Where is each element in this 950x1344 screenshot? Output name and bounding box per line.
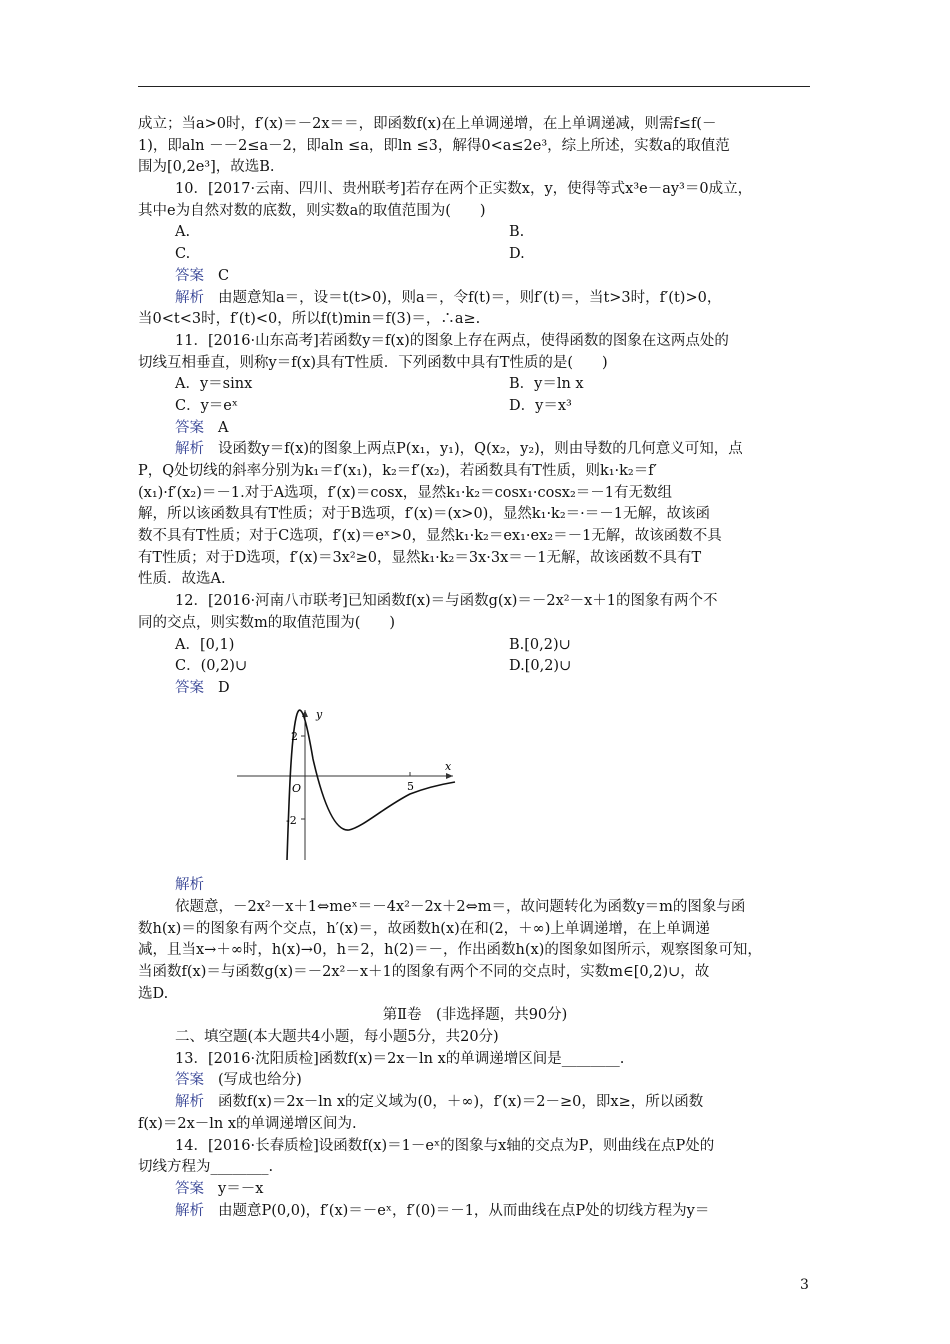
question-14: 14．[2016·长春质检]设函数f(x)＝1－eˣ的图象与x轴的交点为P，则曲线在点P处的 bbox=[175, 1137, 715, 1154]
option-a: A. bbox=[175, 224, 191, 241]
function-curve bbox=[287, 707, 455, 860]
answer-line bbox=[138, 1070, 812, 1092]
text-line: P，Q处切线的斜率分别为k₁＝f′(x₁)，k₂＝f′(x₂)，若函数具有T性质，则k₁·k₂＝f′ bbox=[138, 463, 657, 479]
option-c: C．(0,2)∪ bbox=[175, 658, 248, 675]
option-b: B. bbox=[509, 224, 525, 241]
option-b: B.[0,2)∪ bbox=[509, 636, 571, 653]
answer-value: C bbox=[218, 267, 230, 284]
y-label: y bbox=[316, 707, 323, 721]
tick-label: 5 bbox=[407, 779, 414, 793]
analysis-line bbox=[138, 1201, 812, 1223]
answer-label: 答案 bbox=[175, 679, 204, 696]
text-line: 性质．故选A. bbox=[138, 571, 226, 588]
analysis-label: 解析 bbox=[175, 441, 204, 458]
text-line: (x₁)·f′(x₂)＝－1.对于A选项，f′(x)＝cosx，显然k₁·k₂＝cosx₁·cosx₂＝－1有无数组 bbox=[138, 484, 673, 501]
question-10: 10．[2017·云南、四川、贵州联考]若存在两个正实数x，y，使得等式x³e－ay³＝0成立， bbox=[175, 181, 753, 198]
answer-line bbox=[138, 266, 812, 288]
text-line: 数h(x)＝的图象有两个交点，h′(x)＝，故函数h(x)在和(2，＋∞)上单调递增，在上单调递 bbox=[138, 920, 710, 937]
answer-value: y＝－x bbox=[218, 1180, 264, 1197]
analysis-line bbox=[138, 875, 812, 897]
part-heading: 第Ⅱ卷 (非选择题，共90分) bbox=[382, 1007, 568, 1024]
page-number: 3 bbox=[800, 1277, 809, 1293]
answer-label: 答案 bbox=[175, 1072, 204, 1089]
analysis-text: 由题意P(0,0)，f′(x)＝－eˣ，f′(0)＝－1，从而曲线在点P处的切线方程为y＝ bbox=[218, 1202, 710, 1219]
text-line: 成立；当a>0时，f′(x)＝－2x＝＝，即函数f(x)在上单调递增，在上单调递减，则需f≤f(－ bbox=[138, 116, 717, 132]
option-c: C. bbox=[175, 246, 191, 263]
header-rule bbox=[138, 86, 810, 87]
function-graph bbox=[233, 704, 461, 864]
text-line: 切线互相垂直，则称y＝f(x)具有T性质．下列函数中具有T性质的是( ) bbox=[138, 354, 608, 371]
options-row bbox=[138, 656, 812, 678]
text-line: 解，所以该函数具有T性质；对于B选项，f′(x)＝(x>0)，显然k₁·k₂＝·＝－1无解，故该函 bbox=[138, 506, 710, 523]
answer-value: A bbox=[218, 419, 229, 436]
text-line: 选D. bbox=[138, 985, 169, 1002]
analysis-label: 解析 bbox=[175, 877, 204, 894]
text-line: 1)，即aln －－2≤a－2，即aln ≤a，即ln ≤3，解得0<a≤2e³，综上所述，实数a的取值范 bbox=[138, 137, 730, 154]
option-d: D.[0,2)∪ bbox=[509, 658, 572, 675]
text-line: 切线方程为________. bbox=[138, 1159, 274, 1176]
answer-value: (写成也给分) bbox=[218, 1072, 302, 1089]
text-line: 数不具有T性质；对于C选项，f′(x)＝eˣ>0，显然k₁·k₂＝ex₁·ex₂＝－1无解，故该函数不具 bbox=[138, 528, 722, 545]
analysis-label: 解析 bbox=[175, 1094, 204, 1111]
analysis-text: 设函数y＝f(x)的图象上两点P(x₁，y₁)，Q(x₂，y₂)，则由导数的几何意义可知，点 bbox=[218, 441, 743, 458]
tick-label: 2 bbox=[291, 729, 298, 743]
question-13: 13．[2016·沈阳质检]函数f(x)＝2x－ln x的单调递增区间是________. bbox=[175, 1050, 625, 1067]
question-12: 12．[2016·河南八市联考]已知函数f(x)＝与函数g(x)＝－2x²－x＋1的图象有两个不 bbox=[175, 593, 718, 610]
option-d: D. bbox=[509, 246, 525, 263]
text-line: 围为[0,2e³]，故选B. bbox=[138, 159, 275, 176]
x-label: x bbox=[445, 759, 452, 773]
options-row bbox=[138, 374, 812, 396]
text-line: 减，且当x→＋∞时，h(x)→0，h＝2，h(2)＝－，作出函数h(x)的图象如图所示，观察图象可知， bbox=[138, 942, 762, 959]
text-line: 有T性质；对于D选项，f′(x)＝3x²≥0，显然k₁·k₂＝3x·3x＝－1无解，故该函数不具有T bbox=[138, 549, 702, 566]
document-body bbox=[138, 114, 812, 1222]
option-b: B．y＝ln x bbox=[509, 376, 584, 393]
analysis-line bbox=[138, 1092, 812, 1114]
answer-value: D bbox=[218, 679, 230, 696]
analysis-text: 依题意，－2x²－x＋1⇔meˣ＝－4x²－2x＋2⇔m＝，故问题转化为函数y＝m的图象与函 bbox=[175, 898, 746, 915]
answer-label: 答案 bbox=[175, 419, 204, 436]
analysis-line bbox=[138, 439, 812, 461]
analysis-text: 函数f(x)＝2x－ln x的定义域为(0，＋∞)，f′(x)＝2－≥0，即x≥，所以函数 bbox=[218, 1094, 704, 1111]
answer-label: 答案 bbox=[175, 267, 204, 284]
option-a: A．y＝sinx bbox=[175, 376, 253, 393]
question-11: 11．[2016·山东高考]若函数y＝f(x)的图象上存在两点，使得函数的图象在这两点处的 bbox=[175, 332, 729, 349]
text-line: 当0<t<3时，f′(t)<0，所以f(t)min＝f(3)＝，∴a≥. bbox=[138, 311, 481, 328]
text-line: f(x)＝2x－ln x的单调递增区间为. bbox=[138, 1115, 357, 1132]
analysis-label: 解析 bbox=[175, 1202, 204, 1219]
text-line: 同的交点，则实数m的取值范围为( ) bbox=[138, 614, 396, 631]
options-row bbox=[138, 396, 812, 418]
section-heading: 二、填空题(本大题共4小题，每小题5分，共20分) bbox=[175, 1029, 499, 1046]
answer-line bbox=[138, 1179, 812, 1201]
options-row bbox=[138, 244, 812, 266]
answer-line bbox=[138, 418, 812, 440]
x-axis-arrow bbox=[446, 773, 453, 779]
analysis-label: 解析 bbox=[175, 289, 204, 306]
answer-line bbox=[138, 678, 812, 700]
option-c: C．y＝eˣ bbox=[175, 397, 239, 414]
origin-label: O bbox=[292, 781, 302, 795]
analysis-line bbox=[138, 288, 812, 310]
options-row bbox=[138, 635, 812, 657]
option-d: D．y＝x³ bbox=[509, 397, 572, 414]
text-line: 其中e为自然对数的底数，则实数a的取值范围为( ) bbox=[138, 202, 486, 219]
tick-label: -2 bbox=[286, 813, 297, 827]
options-row bbox=[138, 222, 812, 244]
option-a: A．[0,1) bbox=[175, 636, 235, 653]
answer-label: 答案 bbox=[175, 1180, 204, 1197]
analysis-text: 由题意知a＝，设＝t(t>0)，则a＝，令f(t)＝，则f′(t)＝，当t>3时，f′(t)>0， bbox=[218, 289, 722, 306]
text-line: 当函数f(x)＝与函数g(x)＝－2x²－x＋1的图象有两个不同的交点时，实数m∈[0,2)∪，故 bbox=[138, 964, 710, 981]
